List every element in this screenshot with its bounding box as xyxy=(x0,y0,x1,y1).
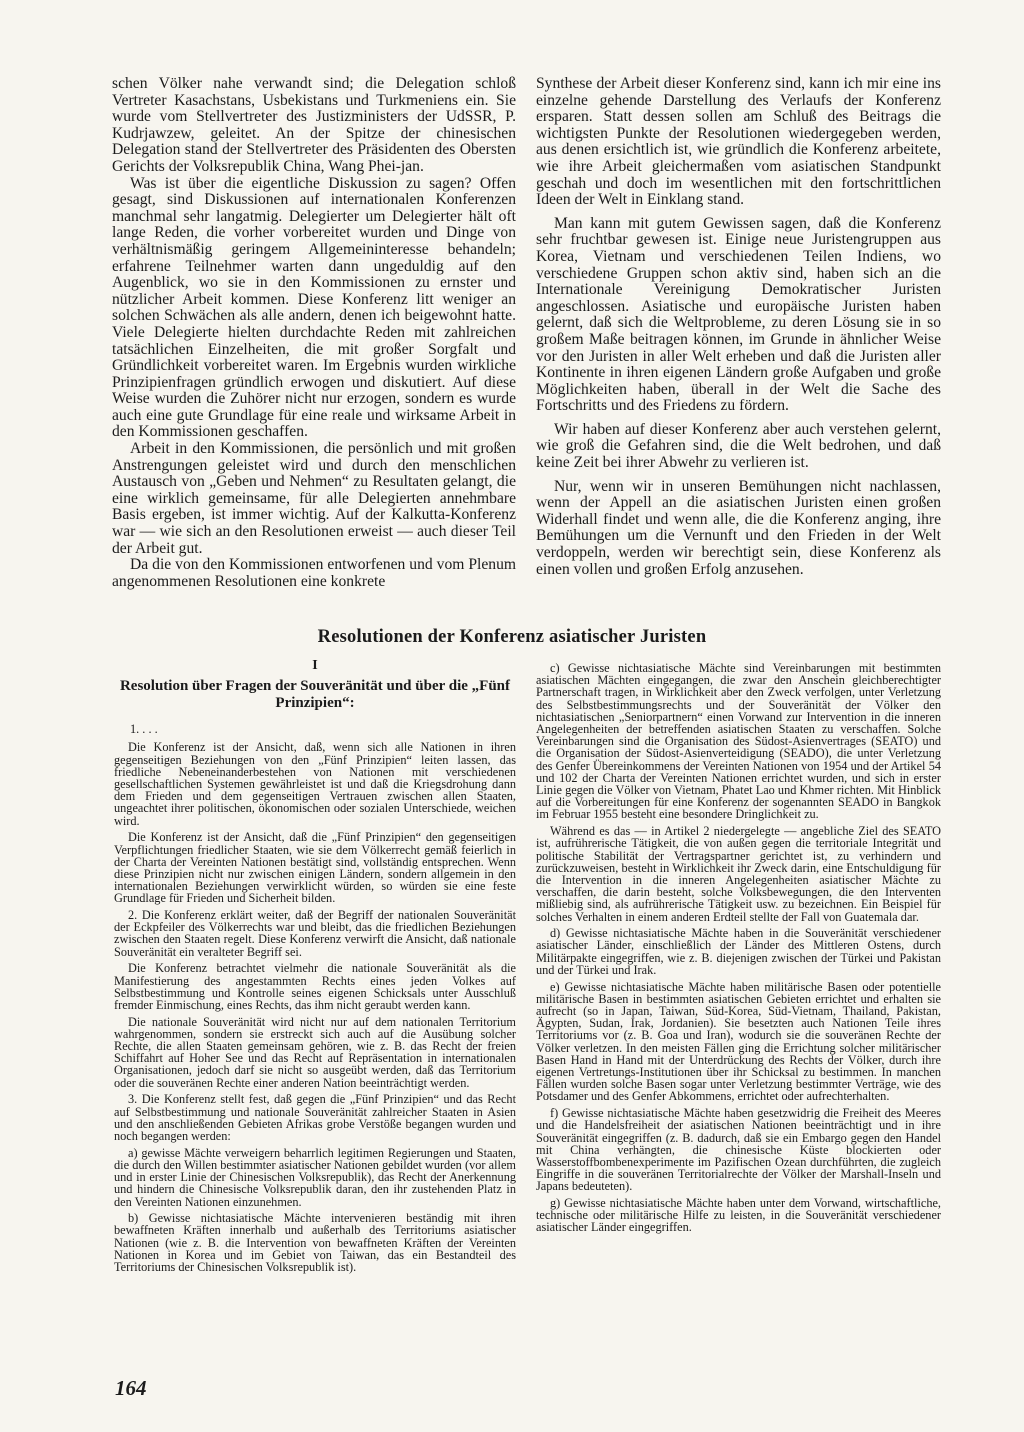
paragraph: Nur, wenn wir in unseren Bemühungen nicht nachlassen, wenn der Appell an die asiatischen Juristen einen großen Widerhall findet und wenn alle, die die Konferenz anging, ihre Bemühungen um die Vernunft und den Frieden in der Welt verdoppeln, werden wir berechtigt sein, diese Konferenz als einen vollen und großen Erfolg anzusehen. xyxy=(536,477,941,578)
paragraph: Die Konferenz betrachtet vielmehr die nationale Souveränität als die Manifestierung des angestammten Rechts eines jeden Volkes auf Selbstbestimmung und Kontrolle seines eigenen Schicksals unter Ausschluß fremder Einmischung, eines Rechts, das ihm nicht geraubt werden kann. xyxy=(114,961,516,1012)
paragraph: Synthese der Arbeit dieser Konferenz sind, kann ich mir eine ins einzelne gehende Darstellung des Verlaufs der Konferenz ersparen. Statt dessen sollen am Schluß des Beitrags die wichtigsten Punkte der Resolutionen wiedergegeben werden, aus denen ersichtlich ist, wie gründlich die Konferenz arbeitete, wie ihre Arbeit gleichermaßen vom asiatischen Standpunkt geschah und doch im wesentlichen mit den fortschrittlichen Ideen der Welt in Einklang stand. xyxy=(536,75,941,209)
resolution-column-right xyxy=(536,662,941,1238)
paragraph: Arbeit in den Kommissionen, die persönlich und mit großen Anstrengungen geleistet wird und durch den menschlichen Austausch von „Geben und Nehmen“ zu Resultaten gelangt, die eine wirklich gemeinsame, für alle Delegierten annehmbare Basis ergeben, ist immer wichtig. Auf der Kalkutta-Konferenz war — wie sich an den Resolutionen erweist — auch dieser Teil der Arbeit gut. xyxy=(112,440,516,557)
paragraph: 2. Die Konferenz erklärt weiter, daß der Begriff der nationalen Souveränität der Eckpfeiler des Völkerrechts war und bleibt, das die friedlichen Beziehungen zwischen den Staaten regelt. Diese Konferenz verwirft die Ansicht, daß nationale Souveränität ein veralteter Begriff sei. xyxy=(114,908,516,959)
paragraph: 3. Die Konferenz stellt fest, daß gegen die „Fünf Prinzipien“ und das Recht auf Selbstbestimmung und nationale Souveränität zahlreicher Staaten in Asien und den anschließenden Gebieten Afrikas grobe Verstöße begangen wurden und noch begangen werden: xyxy=(114,1092,516,1143)
paragraph: b) Gewisse nichtasiatische Mächte intervenieren beständig mit ihren bewaffneten Kräften innerhalb und außerhalb des Territoriums asiatischer Nationen (wie z. B. die Intervention von bewaffneten Kräften der Vereinten Nationen in Korea und im Gebiet von Taiwan, das ein Bestandteil des Territoriums der Chinesischen Volksrepublik ist). xyxy=(114,1211,516,1275)
resolution-column-left xyxy=(114,660,516,1278)
paragraph: Die nationale Souveränität wird nicht nur auf dem nationalen Territorium wahrgenommen, sondern sie erstreckt sich auch auf die Ausübung solcher Rechte, die allen Staaten gemeinsam gehören, wie z. B. das Recht der freien Schiffahrt auf Hoher See und das Recht auf Repräsentation in internationalen Organisationen, jedoch darf sie nicht so ausgeübt werden, daß das Territorium oder die souveränen Rechte einer anderen Nation beeinträchtigt werden. xyxy=(114,1014,516,1090)
paragraph: f) Gewisse nichtasiatische Mächte haben gesetzwidrig die Freiheit des Meeres und die Handelsfreiheit der asiatischen Nationen beeinträchtigt und in ihre Souveränität eingegriffen (z. B. dadurch, daß sie ein Embargo gegen den Handel mit China verhängten, die chinesische Küste blockierten oder Wasserstoffbombenexperimente im Pazifischen Ozean durchführten, die zugleich Eingriffe in die souveränen Territorialrechte der Völker der Marshall-Inseln und Japans bedeuteten). xyxy=(536,1106,941,1194)
paragraph: Da die von den Kommissionen entworfenen und vom Plenum angenommenen Resolutionen eine konkrete xyxy=(112,556,516,590)
paragraph: 1. . . . xyxy=(130,722,158,737)
paragraph: c) Gewisse nichtasiatische Mächte sind Vereinbarungen mit bestimmten asiatischen Mächten eingegangen, die zwar den Anschein gleichberechtigter Partnerschaft tragen, in Wirklichkeit aber den Zweck verfolgen, unter Verletzung des Selbstbestimmungsrechts und der Souveränität der Völker den nichtasiatischen „Seniorpartnern“ einen Vorwand zur Intervention in die inneren Angelegenheiten der betreffenden asiatischen Staaten zu verschaffen. Solche Vereinbarungen sind die Organisation des Südost-Asienvertrages (SEATO) und die Organisation der Südost-Asienverteidigung (SEADO), die unter Verletzung des Genfer Übereinkommens der Vereinten Nationen von 1954 und der Artikel 54 und 102 der Charta der Vereinten Nationen errichtet wurden, und sich in erster Linie gegen die Völker von Vietnam, Phatet Lao und Khmer richten. Mit Hinblick auf die Vorbereitungen für eine Konferenz der sogenannten SEADO in Bangkok im Februar 1955 besteht eine besondere Dringlichkeit zu. xyxy=(536,661,941,822)
paragraph: Die Konferenz ist der Ansicht, daß, wenn sich alle Nationen in ihren gegenseitigen Beziehungen von den „Fünf Prinzipien“ leiten lassen, das friedliche Nebeneinanderbestehen von Nationen mit verschiedenen gesellschaftlichen Systemen gewährleistet ist und daß die Kriegsdrohung dann dem Frieden und dem gegenseitigen Vertrauen zwischen allen Staaten, ungeachtet ihrer politischen, ökonomischen oder sozialen Unterschiede, weichen wird. xyxy=(114,740,516,828)
section-heading: Resolutionen der Konferenz asiatischer Juristen xyxy=(317,627,707,647)
article-column-right xyxy=(536,76,941,578)
paragraph: Die Konferenz ist der Ansicht, daß die „Fünf Prinzipien“ den gegenseitigen Verpflichtungen friedlicher Staaten, wie sie dem Völkerrecht gemäß feierlich in der Charta der Vereinten Nationen bestätigt sind, vollständig entsprechen. Wenn diese Prinzipien nicht nur zwischen einigen Ländern, sondern allgemein in den internationalen Beziehungen verwirklicht würden, so würden sie eine feste Grundlage für Frieden und Sicherheit bilden. xyxy=(114,830,516,906)
paragraph: a) gewisse Mächte verweigern beharrlich legitimen Regierungen und Staaten, die durch den Willen bestimmter asiatischer Nationen gebildet wurden (vor allem und in erster Linie der Chinesischen Volksrepublik), das Recht der Anerkennung und hindern die Chinesische Volksrepublik daran, den ihr zustehenden Platz in den Vereinten Nationen einzunehmen. xyxy=(114,1145,516,1209)
paragraph: Wir haben auf dieser Konferenz aber auch verstehen gelernt, wie groß die Gefahren sind, die die Welt bedrohen, und daß keine Zeit bei ihrer Abwehr zu verlieren ist. xyxy=(536,420,941,472)
page-number: 164 xyxy=(115,1376,147,1400)
paragraph: d) Gewisse nichtasiatische Mächte haben in die Souveränität verschiedener asiatischer Länder, einschließlich der Länder des Mittleren Ostens, durch Militärpakte eingegriffen, wie z. B. diejenigen zwischen der Türkei und Pakistan und der Türkei und Irak. xyxy=(536,926,941,977)
paragraph: g) Gewisse nichtasiatische Mächte haben unter dem Vorwand, wirtschaftliche, technische oder militärische Hilfe zu leisten, in die Souveränität verschiedener asiatischer Länder eingegriffen. xyxy=(536,1196,941,1235)
paragraph: Was ist über die eigentliche Diskussion zu sagen? Offen gesagt, sind Diskussionen auf internationalen Konferenzen manchmal sehr langatmig. Delegierter um Delegierter hält oft lange Reden, die vorher vorbereitet wurden und Dinge von verhältnismäßig geringem Allgemeininteresse behandeln; erfahrene Teilnehmer warten dann ungeduldig auf den Augenblick, wo sie in den Kommissionen zu ernster und nützlicher Arbeit kommen. Diese Konferenz litt weniger an solchen Schwächen als alle andern, denen ich beigewohnt hatte. Viele Delegierte hielten durchdachte Reden mit zahlreichen tatsächlichen Einzelheiten, die mit großer Sorgfalt und Gründlichkeit vorbereitet waren. Im Ergebnis wurden wirkliche Prinzipienfragen gründlich erwogen und diskutiert. Auf diese Weise wurden die Zuhörer nicht nur erzogen, sondern es wurde auch eine gute Grundlage für eine reale und wirksame Arbeit in den Kommissionen geschaffen. xyxy=(112,174,516,441)
paragraph: Während es das — in Artikel 2 niedergelegte — angebliche Ziel des SEATO ist, aufrührerische Tätigkeit, die von außen gegen die territoriale Integrität und politische Stabilität der Vertragspartner gerichtet ist, zu verhindern und zurückzuweisen, besteht in Wirklichkeit ihr Zweck darin, eine Entschuldigung für die Intervention in die inneren Angelegenheiten asiatischer Mächte zu verschaffen, die darin besteht, solche Volksbewegungen, die den Interventen mißliebig sind, als aufrührerische Tätigkeit usw. zu bezeichnen. Ein Beispiel für solches Verhalten in einem anderen Erdteil stellte der Fall von Guatemala dar. xyxy=(536,824,941,924)
paragraph: e) Gewisse nichtasiatische Mächte haben militärische Basen oder potentielle militärische Basen in bestimmten asiatischen Gebieten errichtet und erhalten sie aufrecht (so in Japan, Taiwan, Süd-Korea, Süd-Vietnam, Thailand, Pakistan, Ägypten, Sudan, Irak, Jordanien). Sie besetzten auch Nationen Teile ihres Territoriums vor (z. B. Goa und Iran), wodurch sie die souveränen Rechte der Völker verletzen. In den meisten Fällen ging die Errichtung solcher militärischer Basen Hand in Hand mit der Unterdrückung des Rechts der Völker, durch ihre eigenen Vertretungs-Institutionen über ihr Schicksal zu bestimmen. In manchen Fällen wurden solche Basen sogar unter Verletzung bestimmter Verträge, wie des Potsdamer und des Genfer Abkommens, errichtet oder aufrechterhalten. xyxy=(536,979,941,1104)
paragraph: Man kann mit gutem Gewissen sagen, daß die Konferenz sehr fruchtbar gewesen ist. Einige neue Juristengruppen aus Korea, Vietnam und verschiedenen Teilen Indiens, wo verschiedene Gruppen schon aktiv sind, haben sich an die Internationale Vereinigung Demokratischer Juristen angeschlossen. Asiatische und europäische Juristen haben gelernt, daß sich die Weltprobleme, zu deren Lösung sie in so großem Maße beitragen können, im Grunde in ähnlicher Weise vor den Juristen in aller Welt erheben und daß die Juristen aller Kontinente in ihren eigenen Ländern große Aufgaben und große Möglichkeiten haben, überall in der Welt die Sache des Fortschritts und des Friedens zu fördern. xyxy=(536,214,941,415)
resolution-title: Resolution über Fragen der Souveränität und über die „Fünf Prinzipien“: xyxy=(119,678,511,712)
paragraph: schen Völker nahe verwandt sind; die Delegation schloß Vertreter Kasachstans, Usbekistans und Turkmeniens ein. Sie wurde vom Stellvertreter des Justizministers der UdSSR, P. Kudrjawzew, geleitet. An der Spitze der chinesischen Delegation stand der Stellvertreter des Präsidenten des Obersten Gerichts der Volksrepublik China, Wang Phei-jan. xyxy=(112,75,516,175)
roman-numeral: I xyxy=(312,658,318,673)
article-column-left xyxy=(112,76,516,590)
